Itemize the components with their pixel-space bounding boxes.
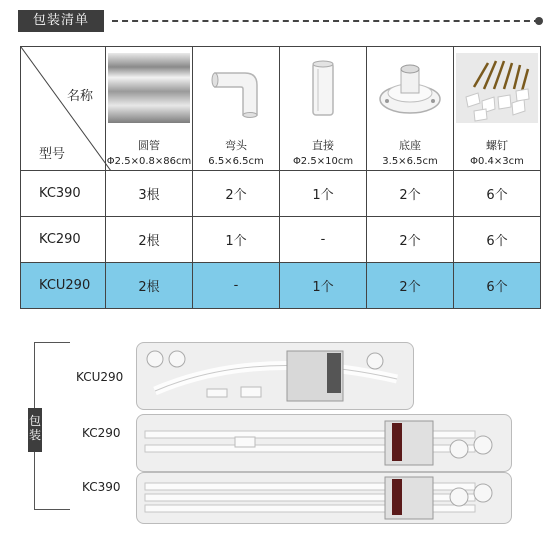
- quantity-cell: 3根: [106, 171, 193, 217]
- quantity-cell: 2个: [367, 217, 454, 263]
- quantity-cell: 6个: [454, 263, 541, 309]
- product-size: Φ2.5×10cm: [292, 155, 354, 167]
- corner-diagonal-line: [21, 47, 111, 171]
- product-name: 圆管: [138, 138, 160, 152]
- product-size: Φ2.5×0.8×86cm: [106, 155, 192, 167]
- quantity-cell: -: [193, 263, 280, 309]
- product-size: 3.5×6.5cm: [382, 155, 438, 167]
- table-header-row: [21, 47, 541, 171]
- quantity-cell: 2根: [106, 217, 193, 263]
- quantity-cell: 6个: [454, 171, 541, 217]
- package-image-kc290: [136, 414, 512, 472]
- section-header: [18, 10, 542, 32]
- product-cell-connector: [280, 47, 367, 171]
- model-cell: KC390: [21, 171, 106, 217]
- product-size: 6.5×6.5cm: [208, 155, 264, 167]
- base-icon: [367, 51, 453, 125]
- model-cell: KC290: [21, 217, 106, 263]
- quantity-cell: 2个: [367, 263, 454, 309]
- section-title: 包装清单: [18, 10, 104, 32]
- quantity-cell: 2个: [367, 171, 454, 217]
- screws-icon: [454, 51, 540, 125]
- product-size: Φ0.4×3cm: [470, 155, 524, 167]
- product-name: 弯头: [225, 138, 247, 152]
- product-name: 螺钉: [486, 138, 508, 152]
- table-row: [21, 217, 541, 263]
- product-cell-base: [367, 47, 454, 171]
- quantity-cell: 1个: [280, 263, 367, 309]
- package-section: [0, 330, 560, 556]
- quantity-cell: -: [280, 217, 367, 263]
- package-image-kc390: [136, 472, 512, 524]
- connector-icon: [280, 51, 366, 125]
- package-model-label: KC290: [82, 426, 121, 440]
- quantity-cell: 1个: [280, 171, 367, 217]
- header-divider: [112, 20, 540, 22]
- quantity-cell: 1个: [193, 217, 280, 263]
- name-header-label: 名称: [66, 89, 93, 104]
- package-model-label: KCU290: [76, 370, 124, 384]
- table-row: [21, 171, 541, 217]
- quantity-cell: 2个: [193, 171, 280, 217]
- product-cell-tube: [106, 47, 193, 171]
- packing-list-table: [20, 46, 541, 309]
- table-corner-cell: [21, 47, 106, 171]
- elbow-icon: [193, 51, 279, 125]
- model-cell: KCU290: [21, 263, 106, 309]
- product-cell-screws: [454, 47, 541, 171]
- package-label: 包装: [28, 408, 42, 452]
- quantity-cell: 6个: [454, 217, 541, 263]
- package-image-kcu290: [136, 342, 414, 410]
- package-model-label: KC390: [82, 480, 121, 494]
- tube-icon: [106, 51, 192, 125]
- product-cell-elbow: [193, 47, 280, 171]
- model-header-label: 型号: [39, 147, 66, 162]
- product-name: 直接: [312, 138, 334, 152]
- quantity-cell: 2根: [106, 263, 193, 309]
- product-name: 底座: [399, 138, 421, 152]
- table-row-highlighted: [21, 263, 541, 309]
